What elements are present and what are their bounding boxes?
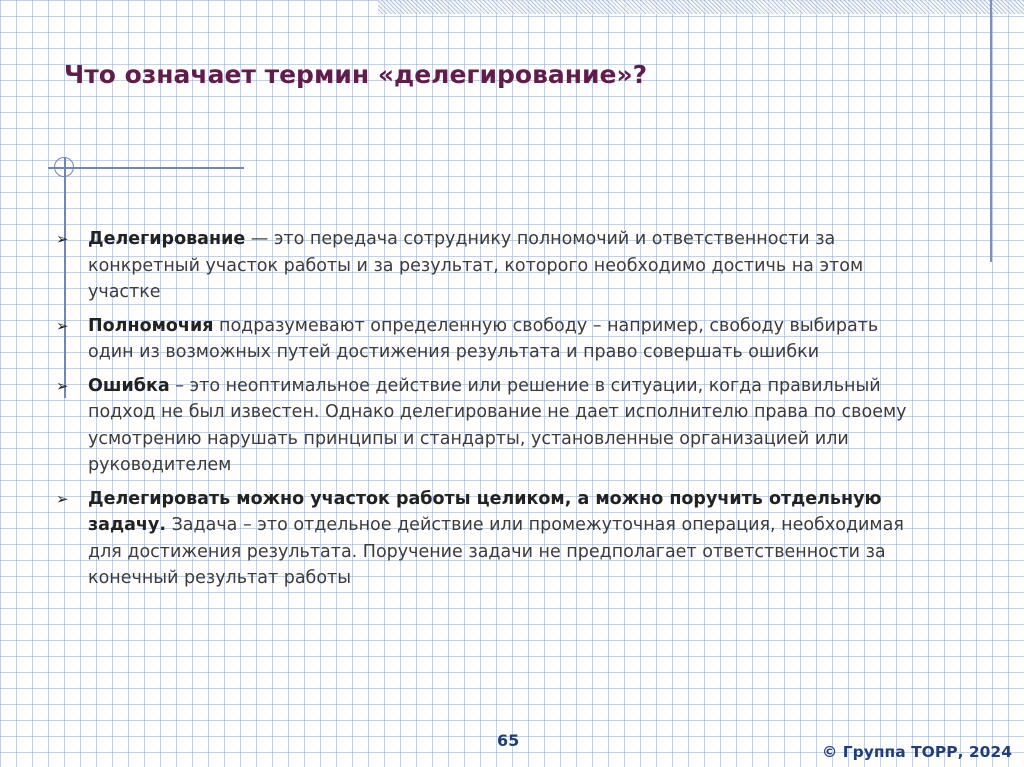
copyright-footer: © Группа ТОРР, 2024 <box>821 743 1012 761</box>
bullet-text: – это неоптимальное действие или решение в ситуации, когда правильный подход не был известен. Однако делегирование не дает исполнителю права по своему усмотрению нарушать принципы и стандарты, установленные организацией или руководителем <box>88 375 907 475</box>
top-decorative-band <box>378 0 1024 14</box>
bullet-term: Делегирование <box>88 229 246 249</box>
bullet-delegation <box>54 226 922 306</box>
arrow-bullet-icon: ➢ <box>56 316 69 335</box>
bullet-text: Задача – это отдельное действие или промежуточная операция, необходимая для достижения результата. Поручение задачи не предполагает ответственности за конечный результат работы <box>88 515 904 588</box>
bullet-text: подразумевают определенную свободу – например, свободу выбирать один из возможных путей достижения результата и право совершать ошибки <box>88 315 879 362</box>
page-number: 65 <box>497 731 520 750</box>
bullet-term: Ошибка <box>88 375 170 396</box>
bullet-list <box>54 226 922 599</box>
circle-ornament-icon <box>54 157 74 177</box>
arrow-bullet-icon: ➢ <box>56 376 69 395</box>
bullet-error <box>54 373 922 479</box>
bullet-term: Делегировать можно участок работы целиком, а можно поручить отдельную задачу. <box>88 488 882 535</box>
arrow-bullet-icon: ➢ <box>56 489 69 508</box>
bullet-authority <box>54 313 922 366</box>
title-underline-rule <box>48 167 244 169</box>
bullet-text: — это передача сотруднику полномочий и ответственности за конкретный участок работы и за результат, которого необходимо достичь на этом участке <box>88 229 864 302</box>
bullet-task <box>54 486 922 592</box>
bullet-term: Полномочия <box>88 315 214 336</box>
arrow-bullet-icon: ➢ <box>56 230 69 248</box>
right-decorative-rule <box>990 0 992 262</box>
slide-title: Что означает термин «делегирование»? <box>64 60 648 89</box>
